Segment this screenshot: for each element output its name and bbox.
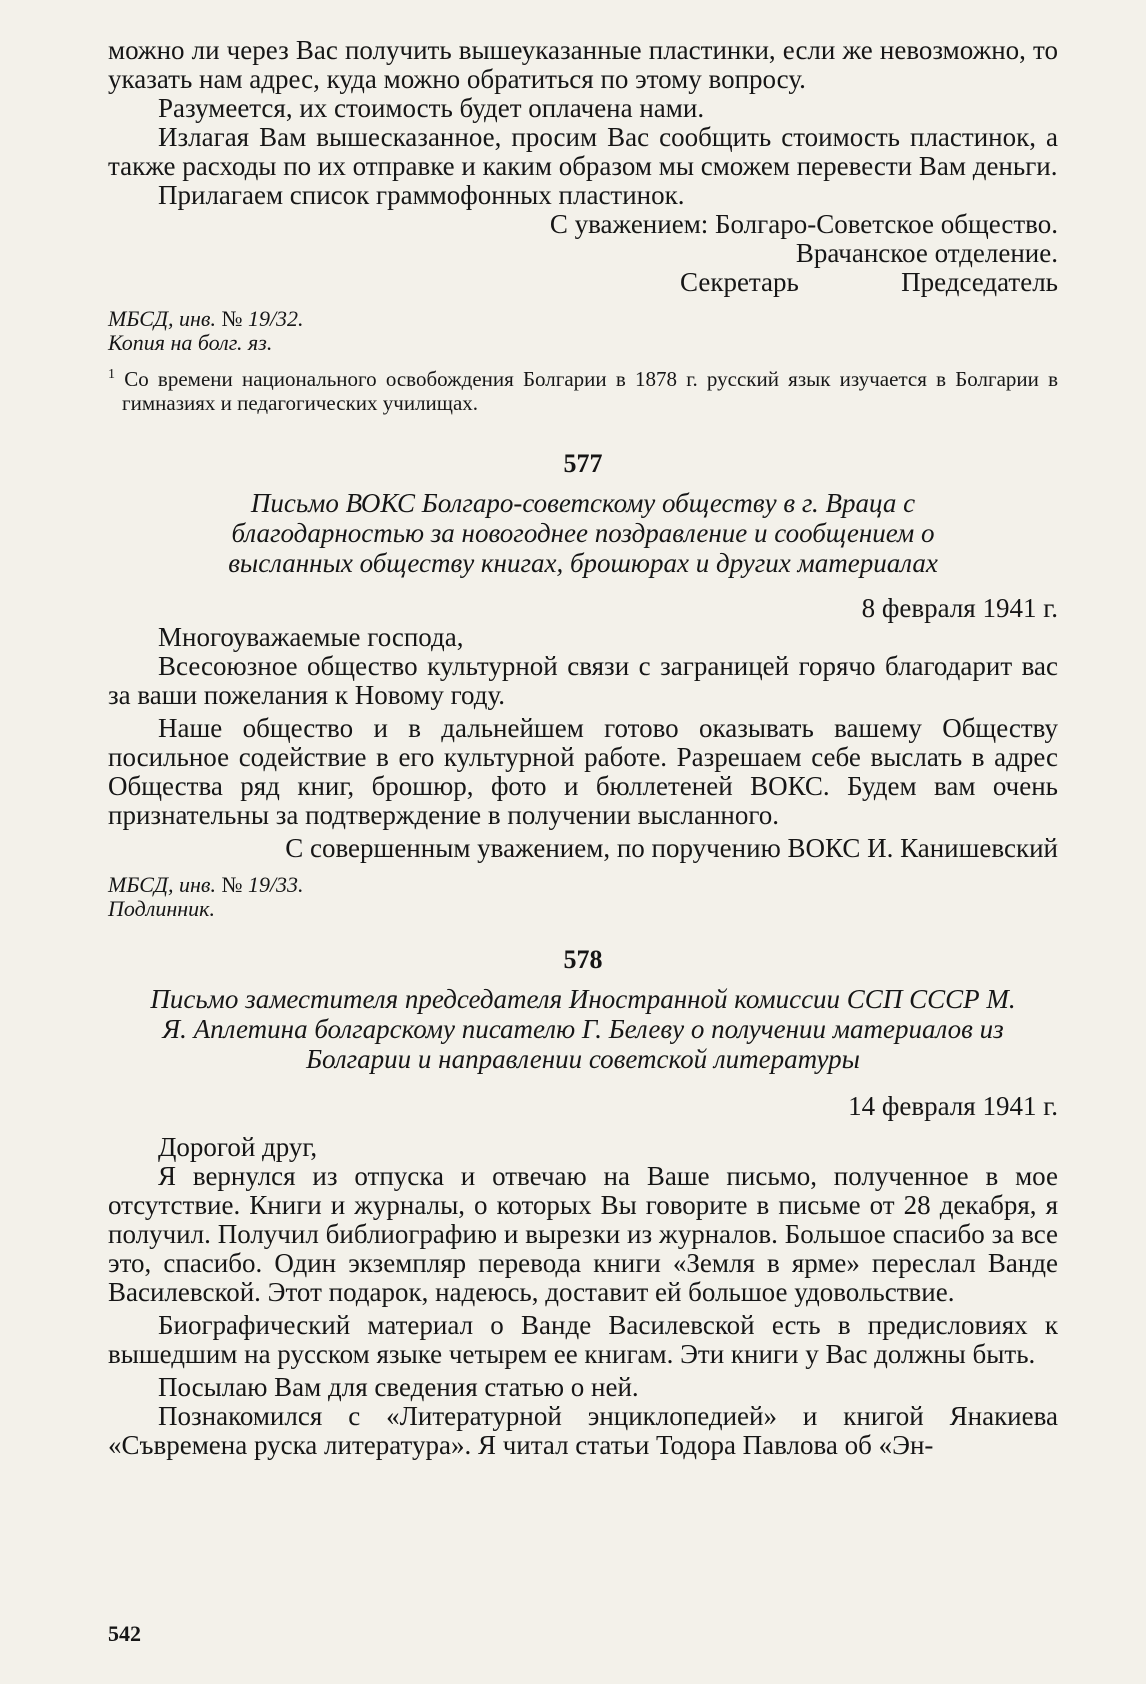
doc-number-578: 578 — [563, 945, 603, 974]
intro-paragraph-2: Разумеется, их стоимость будет оплачена нами. — [158, 93, 705, 123]
paragraph-578-4: Познакомился с «Литературной энциклопедией» и книгой Янакиева «Съвремена руска литература». Я читал статьи Тодора Павлова об «Эн- — [108, 1401, 1058, 1460]
greeting-578: Дорогой друг, — [158, 1132, 318, 1162]
doc-title-578: Письмо заместителя председателя Иностранной комиссии ССП СССР М. Я. Аплетина болгарскому писателю Г. Белеву о получении материалов из Болгарии и направлении советской литературы — [150, 984, 1016, 1074]
document-page — [108, 36, 1058, 1656]
archive-ref-1: МБСД, инв. № 19/32. — [108, 306, 304, 331]
footnote: $^1$ Со времени национального освобождения Болгарии в 1878 г. русский язык изучается в Болгарии в гимназиях и педагогических училищах. — [108, 367, 1058, 415]
doc-number-577: 577 — [563, 449, 603, 478]
closing-577: С совершенным уважением, по поручению ВОКС И. Канишевский — [285, 833, 1058, 863]
paragraph-577-1: Всесоюзное общество культурной связи с заграницей горячо благодарит вас за ваши пожелания к Новому году. — [108, 651, 1058, 710]
signer-chairman: Председатель — [901, 267, 1058, 297]
archive-note-2: Подлинник. — [108, 896, 215, 921]
intro-closing: С уважением: Болгаро-Советское общество. — [549, 209, 1058, 239]
paragraph-578-2: Биографический материал о Ванде Василевской есть в предисловиях к вышедшим на русском языке четырем ее книгам. Эти книги у Вас должны быть. — [108, 1310, 1058, 1369]
intro-branch: Врачанское отделение. — [795, 238, 1058, 268]
signature-row — [108, 268, 1058, 297]
intro-paragraph-3: Излагая Вам вышесказанное, просим Вас сообщить стоимость пластинок, а также расходы по их отправке и каким образом мы сможем перевести Вам деньги. — [108, 122, 1058, 181]
paragraph-578-3: Посылаю Вам для сведения статью о ней. — [158, 1372, 639, 1402]
intro-paragraph-4: Прилагаем список граммофонных пластинок. — [158, 180, 685, 210]
footnote-mark: 1 — [108, 367, 115, 382]
paragraph-578-1: Я вернулся из отпуска и отвечаю на Ваше письмо, полученное в мое отсутствие. Книги и журналы, о которых Вы говорите в письме от 28 декабря, я получил. Получил библиографию и вырезки из журналов. Большое спасибо за все это, спасибо. Один экземпляр перевода книги «Земля в ярме» переслал Ванде Василевской. Этот подарок, надеюсь, доставит ей большое удовольствие. — [108, 1161, 1058, 1307]
intro-paragraph-1: можно ли через Вас получить вышеуказанные пластинки, если же невозможно, то указать нам адрес, куда можно обратиться по этому вопросу. — [108, 35, 1058, 94]
greeting-577: Многоуважаемые господа, — [158, 622, 464, 652]
paragraph-577-2: Наше общество и в дальнейшем готово оказывать вашему Обществу посильное содействие в его культурной работе. Разрешаем себе выслать в адрес Общества ряд книг, брошюр, фото и бюллетеней ВОКС. Будем вам очень признательны за подтверждение в получении высланного. — [108, 713, 1058, 830]
archive-ref-2: МБСД, инв. № 19/33. — [108, 872, 304, 897]
doc-date-578: 14 февраля 1941 г. — [848, 1091, 1058, 1121]
doc-date-577: 8 февраля 1941 г. — [861, 593, 1058, 623]
signer-secretary: Секретарь — [680, 267, 799, 297]
doc-title-577: Письмо ВОКС Болгаро-советскому обществу в г. Враца с благодарностью за новогоднее поздравление и сообщением о высланных обществу книгах, брошюрах и других материалах — [228, 488, 938, 578]
page-number: 542 — [108, 1621, 141, 1646]
archive-note-1: Копия на болг. яз. — [108, 330, 273, 355]
